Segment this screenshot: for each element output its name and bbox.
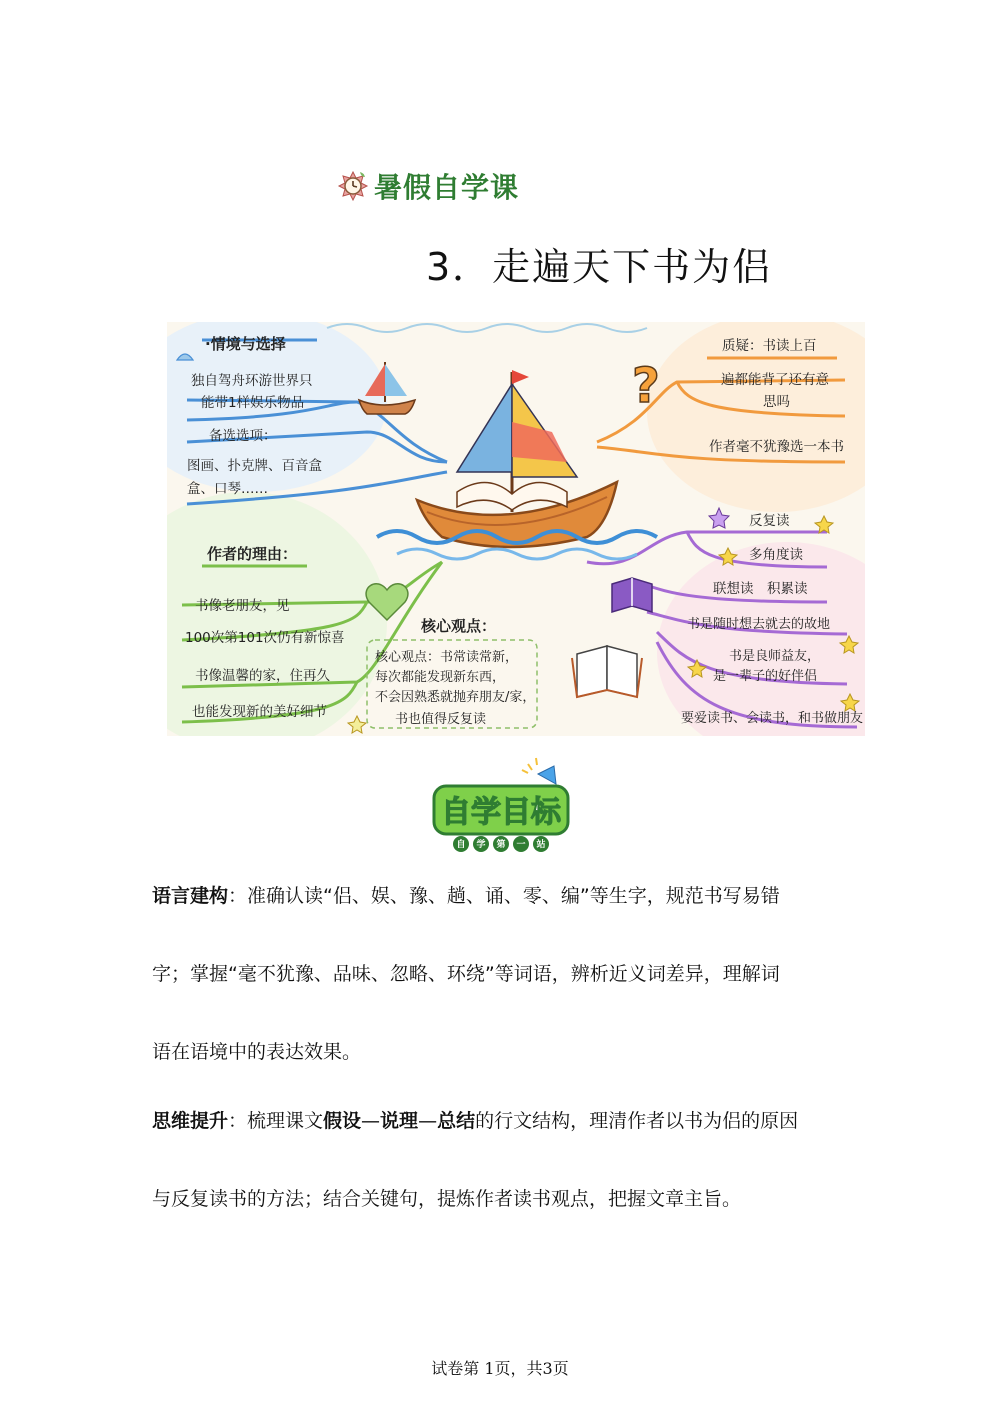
reasons-line: 书像老朋友，见	[195, 598, 290, 614]
question-mark-icon: ?	[632, 358, 660, 414]
paragraph-label: 思维提升	[152, 1110, 229, 1132]
sailboat-book-icon	[377, 370, 657, 559]
language-construction-paragraph	[152, 857, 852, 1091]
paragraph-line: 与反复读书的方法；结合关键句，提炼作者读书观点，把握文章主旨。	[152, 1188, 742, 1210]
core-line: 每次都能发现新东西，	[375, 670, 506, 685]
reasons-heading: 作者的理由：	[207, 545, 298, 563]
methods-line: 要爱读书、会读书，和书做朋友	[681, 711, 864, 726]
goal-subtitle-char: 一	[516, 840, 526, 850]
situation-line: 能带1样娱乐物品	[201, 395, 305, 411]
reasons-line: 100次第101次仍有新惊喜	[185, 630, 345, 646]
methods-line: 是一辈子的好伴侣	[713, 669, 818, 684]
methods-line: 反复读	[749, 513, 790, 529]
situation-heading: ·情境与选择	[205, 335, 286, 353]
goal-badge-graphic	[426, 756, 576, 856]
course-badge	[336, 166, 519, 206]
goal-subtitle-char: 学	[476, 840, 486, 850]
question-line: 思吗	[763, 394, 790, 410]
core-line: 不会因熟悉就抛弃朋友/家，	[375, 690, 536, 705]
methods-line: 多角度读	[749, 547, 803, 563]
situation-line: 独自驾舟环游世界只	[191, 373, 313, 389]
methods-line: 书是随时想去就去的故地	[687, 617, 831, 632]
paragraph-line: 字；掌握“毫不犹豫、品味、忽略、环绕”等词语，辨析近义词差异，理解词	[152, 963, 780, 985]
methods-line: 书是良师益友，	[729, 649, 821, 664]
self-study-goal-badge	[426, 756, 576, 856]
page-footer: 试卷第 1页，共3页	[431, 1359, 569, 1378]
situation-line: 盒、口琴……	[187, 481, 268, 497]
core-line: 核心观点：书常读常新，	[375, 650, 519, 665]
question-heading: 质疑：书读上百	[722, 338, 817, 354]
open-book-icon	[572, 646, 642, 697]
paragraph-line: 语言建构：准确认读“侣、娱、豫、趟、诵、零、编”等生字，规范书写易错	[152, 885, 780, 907]
clock-flower-icon	[336, 169, 370, 203]
question-line: 遍都能背了还有意	[721, 372, 829, 388]
paragraph-label: 语言建构	[152, 885, 229, 907]
goal-subtitle-char: 自	[456, 840, 466, 850]
goal-title: 自学目标	[441, 795, 561, 830]
reasons-line: 也能发现新的美好细节	[192, 704, 327, 720]
core-heading: 核心观点：	[421, 617, 497, 635]
situation-line: 备选选项：	[209, 428, 277, 444]
purple-book-icon	[612, 578, 652, 612]
badge-title: 暑假自学课	[374, 171, 520, 204]
question-line: 作者毫不犹豫选一本书	[709, 439, 844, 455]
paragraph-line: 语在语境中的表达效果。	[152, 1041, 362, 1063]
thinking-improvement-paragraph	[152, 1082, 852, 1238]
megaphone-icon	[522, 758, 556, 784]
situation-line: 图画、扑克牌、百音盒	[187, 458, 322, 474]
methods-line: 联想读 积累读	[713, 581, 808, 597]
paragraph-line: 思维提升：梳理课文假设—说理—总结的行文结构，理清作者以书为侣的原因	[152, 1110, 799, 1132]
reasons-line: 书像温馨的家，住再久	[195, 668, 330, 684]
lesson-title: 3．走遍天下书为侣	[426, 245, 773, 289]
goal-subtitle-char: 第	[496, 840, 506, 850]
goal-subtitle-char: 站	[536, 840, 546, 850]
core-line: 书也值得反复读	[395, 712, 487, 727]
mind-map	[167, 322, 865, 736]
